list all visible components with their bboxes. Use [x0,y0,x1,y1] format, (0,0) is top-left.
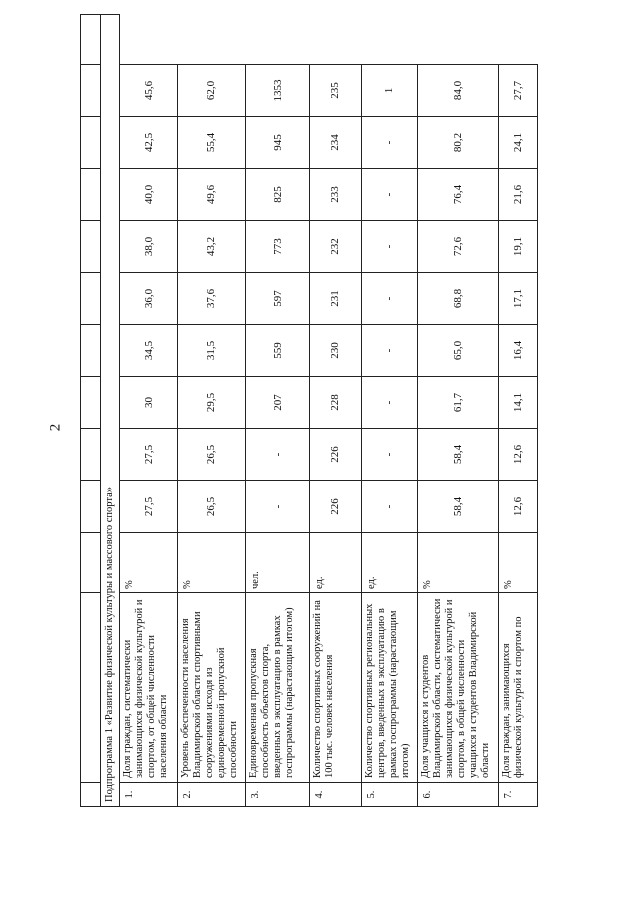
value-cell: 24,1 [498,117,537,169]
table-row [246,15,310,807]
value-cell: 84,0 [418,65,498,117]
value-cell: - [361,117,418,169]
indicator-name: Единовременная пропускная способность объектов спорта, введенных в эксплуатацию в рамках госпрограммы (нарастающим итогом) [246,593,310,783]
value-cell: 27,5 [120,481,178,533]
value-cell: 45,6 [120,65,178,117]
value-cell: 234 [309,117,361,169]
row-number: 3. [246,783,310,807]
indicators-table [80,14,538,807]
row-number: 2. [177,783,245,807]
value-cell: 226 [309,429,361,481]
table-row [309,15,361,807]
unit-cell: ед. [361,533,418,593]
value-cell: 26,5 [177,429,245,481]
value-cell: 21,6 [498,169,537,221]
value-cell: - [361,377,418,429]
table-header-row [81,15,101,807]
table-row [177,15,245,807]
table-rotated-wrapper [80,15,538,807]
value-cell: 232 [309,221,361,273]
value-cell: - [246,429,310,481]
value-cell: - [361,273,418,325]
unit-cell: чел. [246,533,310,593]
value-cell: 27,5 [120,429,178,481]
table-row [120,15,178,807]
value-cell: 19,1 [498,221,537,273]
row-number: 1. [120,783,178,807]
row-number: 7. [498,783,537,807]
value-cell: 26,5 [177,481,245,533]
unit-cell: % [177,533,245,593]
value-cell: 825 [246,169,310,221]
value-cell: 235 [309,65,361,117]
value-cell: 61,7 [418,377,498,429]
value-cell: 14,1 [498,377,537,429]
value-cell: 1 [361,65,418,117]
row-number: 6. [418,783,498,807]
value-cell: 62,0 [177,65,245,117]
value-cell: 31,5 [177,325,245,377]
page-number: 2 [47,423,64,432]
value-cell: - [361,325,418,377]
value-cell: 1353 [246,65,310,117]
unit-cell: % [418,533,498,593]
value-cell: 233 [309,169,361,221]
value-cell: 49,6 [177,169,245,221]
value-cell: 38,0 [120,221,178,273]
subprogram-title: Подпрограмма 1 «Развитие физической культуры и массового спорта» [100,15,120,807]
value-cell: 65,0 [418,325,498,377]
value-cell: - [361,481,418,533]
unit-cell: ед. [309,533,361,593]
value-cell: 231 [309,273,361,325]
value-cell: 42,5 [120,117,178,169]
subprogram-row [100,15,120,807]
table-body [120,15,538,807]
value-cell: 228 [309,377,361,429]
value-cell: 597 [246,273,310,325]
value-cell: 207 [246,377,310,429]
value-cell: 230 [309,325,361,377]
value-cell: 68,8 [418,273,498,325]
value-cell: 43,2 [177,221,245,273]
unit-cell: % [120,533,178,593]
value-cell: 72,6 [418,221,498,273]
value-cell: 80,2 [418,117,498,169]
value-cell: 12,6 [498,429,537,481]
value-cell: 16,4 [498,325,537,377]
value-cell: - [361,429,418,481]
value-cell: 30 [120,377,178,429]
value-cell: 17,1 [498,273,537,325]
table-rotator [80,15,538,807]
table-row [361,15,418,807]
value-cell: 27,7 [498,65,537,117]
indicator-name: Доля учащихся и студентов Владимирской области, систематически занимающихся физической культурой и спортом, в общей численности учащихся и студентов Владимирской области [418,593,498,783]
row-number: 4. [309,783,361,807]
row-number: 5. [361,783,418,807]
value-cell: 37,6 [177,273,245,325]
value-cell: 226 [309,481,361,533]
value-cell: 36,0 [120,273,178,325]
value-cell: - [361,221,418,273]
table-row [418,15,498,807]
value-cell: - [246,481,310,533]
indicator-name: Количество спортивных региональных центров, введенных в эксплуатацию в рамках госпрограммы (нарастающим итогом) [361,593,418,783]
value-cell: - [361,169,418,221]
value-cell: 29,5 [177,377,245,429]
value-cell: 945 [246,117,310,169]
indicator-name: Количество спортивных сооружений на 100 тыс. человек населения [309,593,361,783]
value-cell: 58,4 [418,429,498,481]
value-cell: 76,4 [418,169,498,221]
value-cell: 34,5 [120,325,178,377]
unit-cell: % [498,533,537,593]
indicator-name: Доля граждан, систематически занимающихся физической культурой и спортом, от общей численности населения области [120,593,178,783]
value-cell: 559 [246,325,310,377]
value-cell: 58,4 [418,481,498,533]
value-cell: 40,0 [120,169,178,221]
value-cell: 12,6 [498,481,537,533]
value-cell: 773 [246,221,310,273]
indicator-name: Доля граждан, занимающихся физической культурой и спортом по [498,593,537,783]
table-row [498,15,537,807]
value-cell: 55,4 [177,117,245,169]
indicator-name: Уровень обеспеченности населения Владимирской области спортивными сооружениями исходя из единовременной пропускной способности [177,593,245,783]
